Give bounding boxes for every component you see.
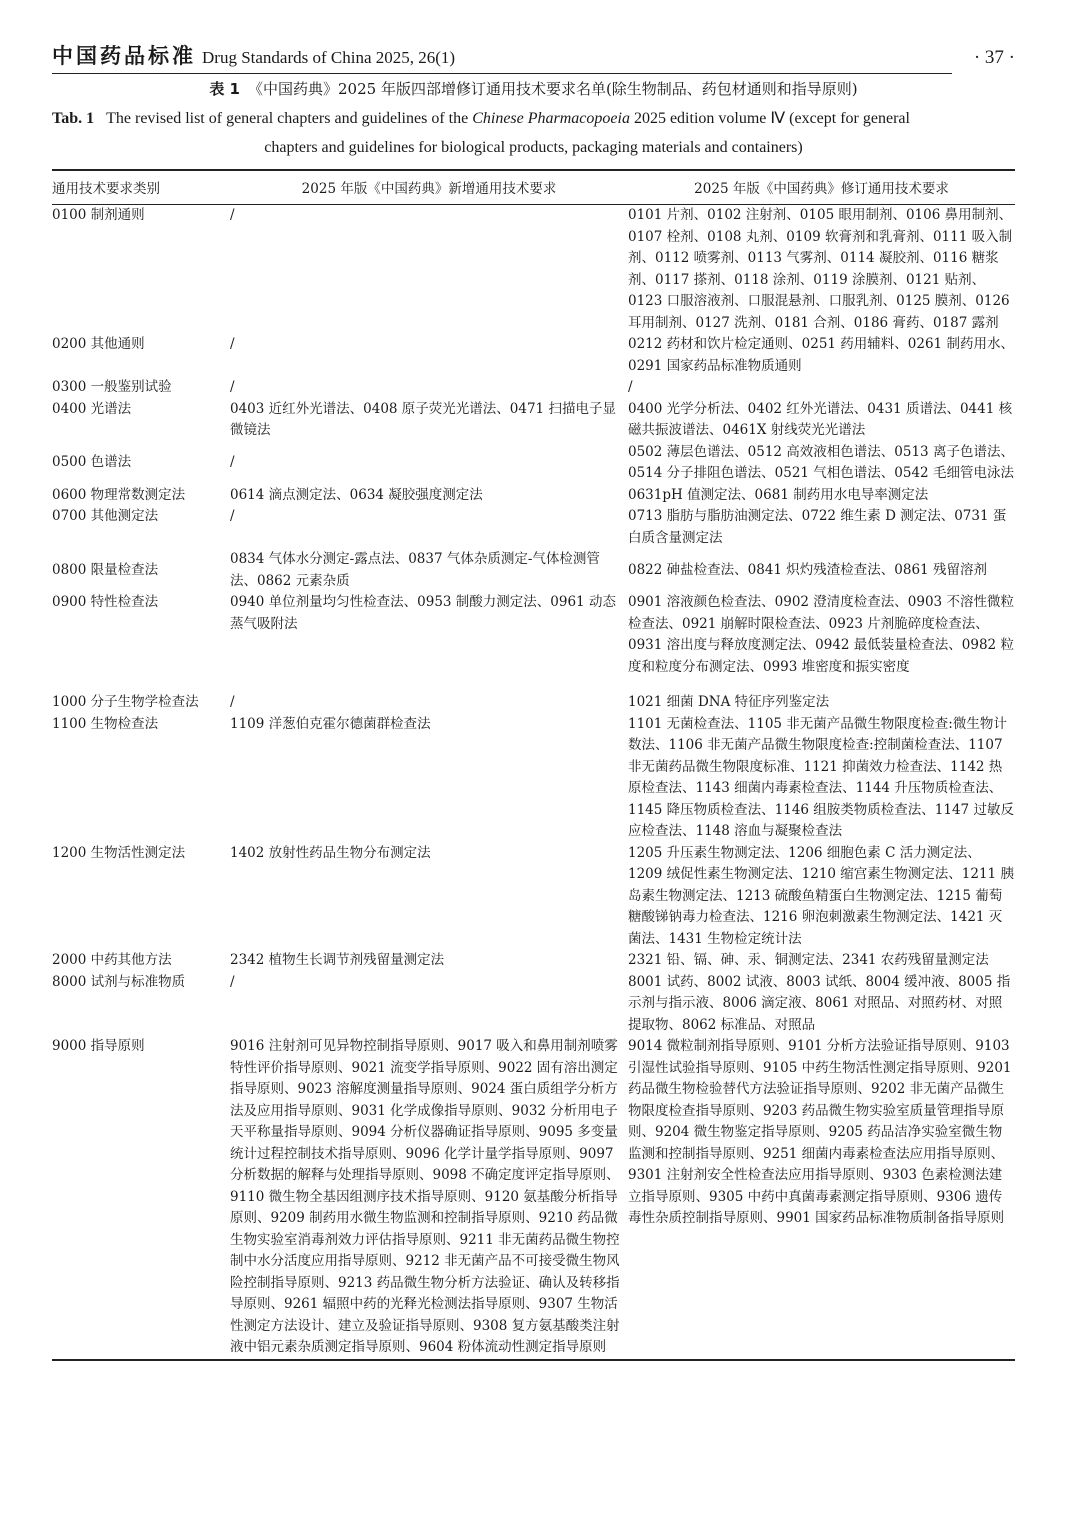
table-label-en: Tab. 1: [52, 110, 95, 127]
cell-revised: 0400 光学分析法、0402 红外光谱法、0431 质谱法、0441 核磁共振波谱法、0461X 射线荧光光谱法: [628, 400, 1013, 438]
cell-category: 0400 光谱法: [52, 400, 132, 417]
table-row: [52, 843, 1015, 951]
running-head-left: [52, 40, 952, 74]
cell-revised: 1021 细菌 DNA 特征序列鉴定法: [628, 694, 830, 710]
page-number: · 37 ·: [973, 47, 1015, 68]
cell-new: 2342 植物生长调节剂残留量测定法: [230, 952, 445, 968]
table-row: [52, 692, 1015, 714]
cell-category: 0700 其他测定法: [52, 508, 159, 524]
cell-new: 0940 单位剂量均匀性检查法、0953 制酸力测定法、0961 动态蒸气吸附法: [230, 594, 616, 632]
table-title-en-part1: The revised list of general chapters and guidelines of the: [106, 110, 473, 127]
table-row: [52, 592, 1015, 692]
cell-revised: 1205 升压素生物测定法、1206 细胞色素 C 活力测定法、1209 绒促性素生物测定法、1210 缩宫素生物测定法、1211 胰岛素生物测定法、1213 硫酸鱼精蛋白生物测定法、1215 葡萄糖酸锑钠毒力检查法、1216 卵泡刺激素生物测定法、1421 灭菌法、1431 生物检定统计法: [628, 844, 1014, 947]
table-title-cn: 《中国药典》2025 年版四部增修订通用技术要求名单(除生物制品、药包材通则和指导原则): [248, 80, 858, 98]
table-label-cn: 表 1: [209, 80, 240, 98]
table-row: [52, 334, 1015, 377]
header-revised: 2025 年版《中国药典》修订通用技术要求: [694, 181, 949, 197]
table-row: [52, 399, 1015, 442]
cell-new: 1402 放射性药品生物分布测定法: [230, 844, 431, 861]
cell-category: 0300 一般鉴别试验: [52, 379, 172, 395]
table-row: [52, 972, 1015, 1037]
cell-category: 0800 限量检查法: [52, 561, 159, 578]
cell-new: /: [230, 973, 235, 990]
cell-category: 9000 指导原则: [52, 1038, 145, 1054]
table-row: [52, 549, 1015, 592]
table-row: [52, 950, 1015, 972]
table-caption-cn: [52, 78, 1015, 100]
cell-new: /: [230, 336, 235, 352]
cell-revised: 0212 药材和饮片检定通则、0251 药用辅料、0261 制药用水、0291 国家药品标准物质通则: [628, 336, 1014, 374]
header-new: 2025 年版《中国药典》新增通用技术要求: [301, 181, 557, 197]
cell-revised: 2321 铅、镉、砷、汞、铜测定法、2341 农药残留量测定法: [628, 952, 989, 968]
table-title-en-part2: 2025 edition volume Ⅳ (except for general: [629, 110, 910, 127]
table-body: [52, 205, 1015, 1360]
table-title-en-italic: Chinese Pharmacopoeia: [472, 110, 630, 127]
cell-revised: 0822 砷盐检查法、0841 炽灼残渣检查法、0861 残留溶剂: [628, 561, 987, 578]
cell-new: 0614 滴点测定法、0634 凝胶强度测定法: [230, 486, 483, 503]
cell-new: /: [230, 207, 235, 223]
cell-new: 0834 气体水分测定-露点法、0837 气体杂质测定-气体检测管法、0862 元素杂质: [230, 551, 600, 589]
cell-new: /: [230, 508, 235, 524]
cell-revised: 0901 溶液颜色检查法、0902 澄清度检查法、0903 不溶性微粒检查法、0921 崩解时限检查法、0923 片剂脆碎度检查法、0931 溶出度与释放度测定法、0942 最低装量检查法、0982 粒度和粒度分布测定法、0993 堆密度和振实密度: [628, 594, 1014, 675]
page: [52, 40, 1015, 1361]
journal-title-cn: 中国药品标准: [52, 44, 196, 68]
cell-category: 0200 其他通则: [52, 336, 145, 352]
table-title-en-line2: chapters and guidelines for biological products, packaging materials and containers): [264, 139, 803, 156]
requirements-table: [52, 169, 1015, 1361]
cell-new: 1109 洋葱伯克霍尔德菌群检查法: [230, 715, 431, 732]
cell-revised: 8001 试药、8002 试液、8003 试纸、8004 缓冲液、8005 指示剂与指示液、8006 滴定液、8061 对照品、对照药材、对照提取物、8062 标准品、对照品: [628, 973, 1011, 1033]
cell-new: /: [230, 694, 235, 710]
cell-new: /: [230, 454, 235, 471]
cell-revised: 1101 无菌检查法、1105 非无菌产品微生物限度检查:微生物计数法、1106 非无菌产品微生物限度检查:控制菌检查法、1107 非无菌药品微生物限度标准、1121 抑菌效力检查法、1142 热原检查法、1143 细菌内毒素检查法、1144 升压物质检查法、1145 降压物质检查法、1146 组胺类物质检查法、1147 过敏反应检查法、1148 溶血与凝聚检查法: [628, 715, 1014, 839]
table-header-row: [52, 170, 1015, 205]
table-caption-en: [52, 104, 1015, 162]
cell-new: /: [230, 379, 235, 395]
table-row: [52, 1036, 1015, 1360]
cell-category: 2000 中药其他方法: [52, 952, 172, 968]
cell-revised: /: [628, 379, 633, 395]
cell-category: 1100 生物检查法: [52, 715, 159, 732]
header-category: 通用技术要求类别: [52, 181, 160, 197]
cell-revised: 0101 片剂、0102 注射剂、0105 眼用制剂、0106 鼻用制剂、0107 栓剂、0108 丸剂、0109 软膏剂和乳膏剂、0111 吸入制剂、0112 喷雾剂、0113 气雾剂、0114 凝胶剂、0116 糖浆剂、0117 搽剂、0118 涂剂、0119 涂膜剂、0121 贴剂、0123 口服溶液剂、口服混悬剂、口服乳剂、0125 膜剂、0126 耳用制剂、0127 洗剂、0181 合剂、0186 膏药、0187 露剂: [628, 207, 1013, 331]
cell-revised: 0631pH 值测定法、0681 制药用水电导率测定法: [628, 486, 929, 503]
cell-revised: 0502 薄层色谱法、0512 高效液相色谱法、0513 离子色谱法、0514 分子排阻色谱法、0521 气相色谱法、0542 毛细管电泳法: [628, 443, 1014, 481]
table-row: [52, 506, 1015, 549]
table-row: [52, 205, 1015, 335]
cell-category: 0100 制剂通则: [52, 207, 145, 223]
running-head: [52, 40, 1015, 70]
cell-new: 0403 近红外光谱法、0408 原子荧光光谱法、0471 扫描电子显微镜法: [230, 400, 616, 438]
table-row: [52, 442, 1015, 485]
cell-revised: 9014 微粒制剂指导原则、9101 分析方法验证指导原则、9103 引湿性试验指导原则、9105 中药生物活性测定指导原则、9201 药品微生物检验替代方法验证指导原则、9202 非无菌产品微生物限度检查指导原则、9203 药品微生物实验室质量管理指导原则、9204 微生物鉴定指导原则、9205 药品洁净实验室微生物监测和控制指导原则、9251 细菌内毒素检查法应用指导原则、9301 注射剂安全性检查法应用指导原则、9303 色素检测法建立指导原则、9305 中药中真菌毒素测定指导原则、9306 遗传毒性杂质控制指导原则、9901 国家药品标准物质制备指导原则: [628, 1038, 1012, 1226]
cell-category: 0500 色谱法: [52, 454, 132, 471]
cell-category: 0900 特性检查法: [52, 594, 159, 610]
cell-new: 9016 注射剂可见异物控制指导原则、9017 吸入和鼻用制剂喷雾特性评价指导原则、9021 流变学指导原则、9022 固有溶出测定指导原则、9023 溶解度测量指导原则、9024 蛋白质组学分析方法及应用指导原则、9031 化学成像指导原则、9032 分析用电子天平称量指导原则、9094 分析仪器确证指导原则、9095 多变量统计过程控制技术指导原则、9096 化学计量学指导原则、9097 分析数据的解释与处理指导原则、9098 不确定度评定指导原则、9110 微生物全基因组测序技术指导原则、9120 氨基酸分析指导原则、9209 制药用水微生物监测和控制指导原则、9210 药品微生物实验室消毒剂效力评估指导原则、9211 非无菌药品微生物控制中水分活度应用指导原则、9212 非无菌产品不可接受微生物风险控制指导原则、9213 药品微生物分析方法验证、确认及转移指导原则、9261 辐照中药的光释光检测法指导原则、9307 生物活性测定方法设计、建立及验证指导原则、9308 复方氨基酸类注射液中铝元素杂质测定指导原则、9604 粉体流动性测定指导原则: [230, 1038, 620, 1355]
table-row: [52, 485, 1015, 507]
journal-title-en: Drug Standards of China 2025, 26(1): [202, 48, 456, 67]
cell-category: 0600 物理常数测定法: [52, 486, 186, 503]
table-row: [52, 377, 1015, 399]
cell-category: 8000 试剂与标准物质: [52, 973, 186, 990]
cell-category: 1200 生物活性测定法: [52, 844, 186, 861]
table-row: [52, 714, 1015, 843]
cell-revised: 0713 脂肪与脂肪油测定法、0722 维生素 D 测定法、0731 蛋白质含量测定法: [628, 508, 1007, 546]
cell-category: 1000 分子生物学检查法: [52, 694, 199, 710]
